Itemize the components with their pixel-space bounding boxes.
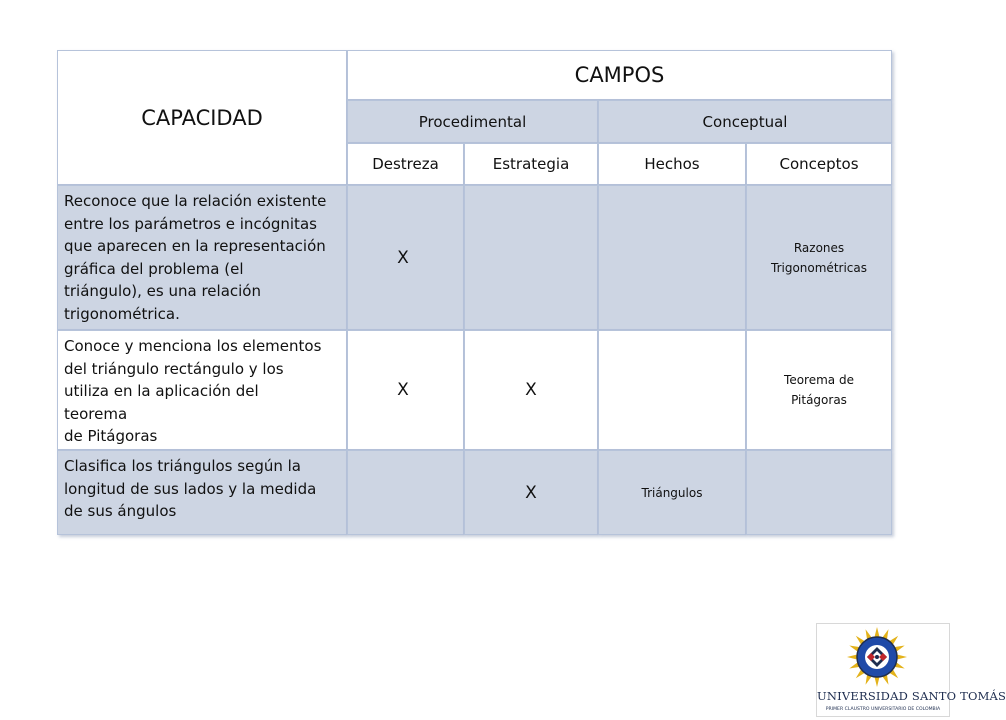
capacidad-line: longitud de sus lados y la medida: [64, 479, 317, 498]
group-header-conceptual: [598, 100, 892, 143]
table-row-2-capacidad: [57, 330, 347, 450]
table-row-3-destreza: [347, 450, 464, 535]
subheader-label: Destreza: [372, 155, 439, 173]
capacidad-line: del triángulo rectángulo y los: [64, 359, 284, 378]
capacidad-line: entre los parámetros e incógnitas: [64, 214, 317, 233]
subheader-hechos: [598, 143, 746, 185]
mark-text: X: [397, 380, 409, 400]
subheader-destreza: [347, 143, 464, 185]
capacidad-line: trigonométrica.: [64, 304, 180, 323]
capacidad-line: triángulo), es una relación: [64, 282, 261, 300]
table-row-1-estrategia: [464, 185, 598, 330]
subheader-label: Conceptos: [779, 155, 859, 173]
table-row-1-hechos: [598, 185, 746, 330]
hechos-text: Triángulos: [641, 485, 703, 500]
table-row-3-hechos: [598, 450, 746, 535]
capacidad-line: de sus ángulos: [64, 502, 177, 520]
capacidad-header: [57, 50, 347, 185]
capacidad-line: que aparecen en la representación: [64, 237, 326, 255]
group-header-label: Conceptual: [702, 112, 788, 131]
capacidad-line: Clasifica los triángulos según la: [64, 457, 301, 475]
table-row-1-capacidad: [57, 185, 347, 330]
university-subtitle: PRIMER CLAUSTRO UNIVERSITARIO DE COLOMBIA: [825, 707, 941, 712]
conceptos-line: Pitágoras: [791, 393, 847, 407]
capacidad-line: Conoce y menciona los elementos: [64, 337, 322, 355]
mark-text: X: [525, 380, 537, 400]
table-row-2-estrategia: [464, 330, 598, 450]
table-row-2-destreza: [347, 330, 464, 450]
group-header-label: Procedimental: [418, 112, 527, 131]
capacidad-header-label: CAPACIDAD: [141, 105, 263, 130]
conceptos-line: Teorema de: [784, 373, 854, 387]
university-logo: [816, 623, 1006, 717]
table-row-3-conceptos: [746, 450, 892, 535]
capacidad-line: teorema: [64, 404, 128, 423]
sunburst-seal-icon: [817, 624, 951, 690]
mark-text: X: [397, 247, 409, 268]
group-header-procedimental: [347, 100, 598, 143]
mark-text: X: [525, 482, 537, 503]
capacidad-line: de Pitágoras: [64, 427, 158, 445]
subheader-estrategia: [464, 143, 598, 185]
table-row-2-conceptos: [746, 330, 892, 450]
conceptos-line: Razones: [793, 240, 845, 255]
table-row-1-conceptos: [746, 185, 892, 330]
table-row-3-capacidad: [57, 450, 347, 535]
campos-header: [347, 50, 892, 100]
subheader-label: Hechos: [644, 155, 700, 173]
conceptos-line: Trigonométricas: [771, 260, 867, 275]
capacidad-line: gráfica del problema (el: [64, 259, 244, 278]
table-row-3-estrategia: [464, 450, 598, 535]
subheader-label: Estrategia: [492, 155, 570, 173]
subheader-conceptos: [746, 143, 892, 185]
table-row-2-hechos: [598, 330, 746, 450]
table-row-1-destreza: [347, 185, 464, 330]
university-name: UNIVERSIDAD SANTO TOMÁS: [817, 689, 1006, 703]
campos-header-label: CAMPOS: [574, 63, 665, 87]
capacidad-line: utiliza en la aplicación del: [64, 382, 259, 400]
capacidad-line: Reconoce que la relación existente: [64, 192, 327, 210]
